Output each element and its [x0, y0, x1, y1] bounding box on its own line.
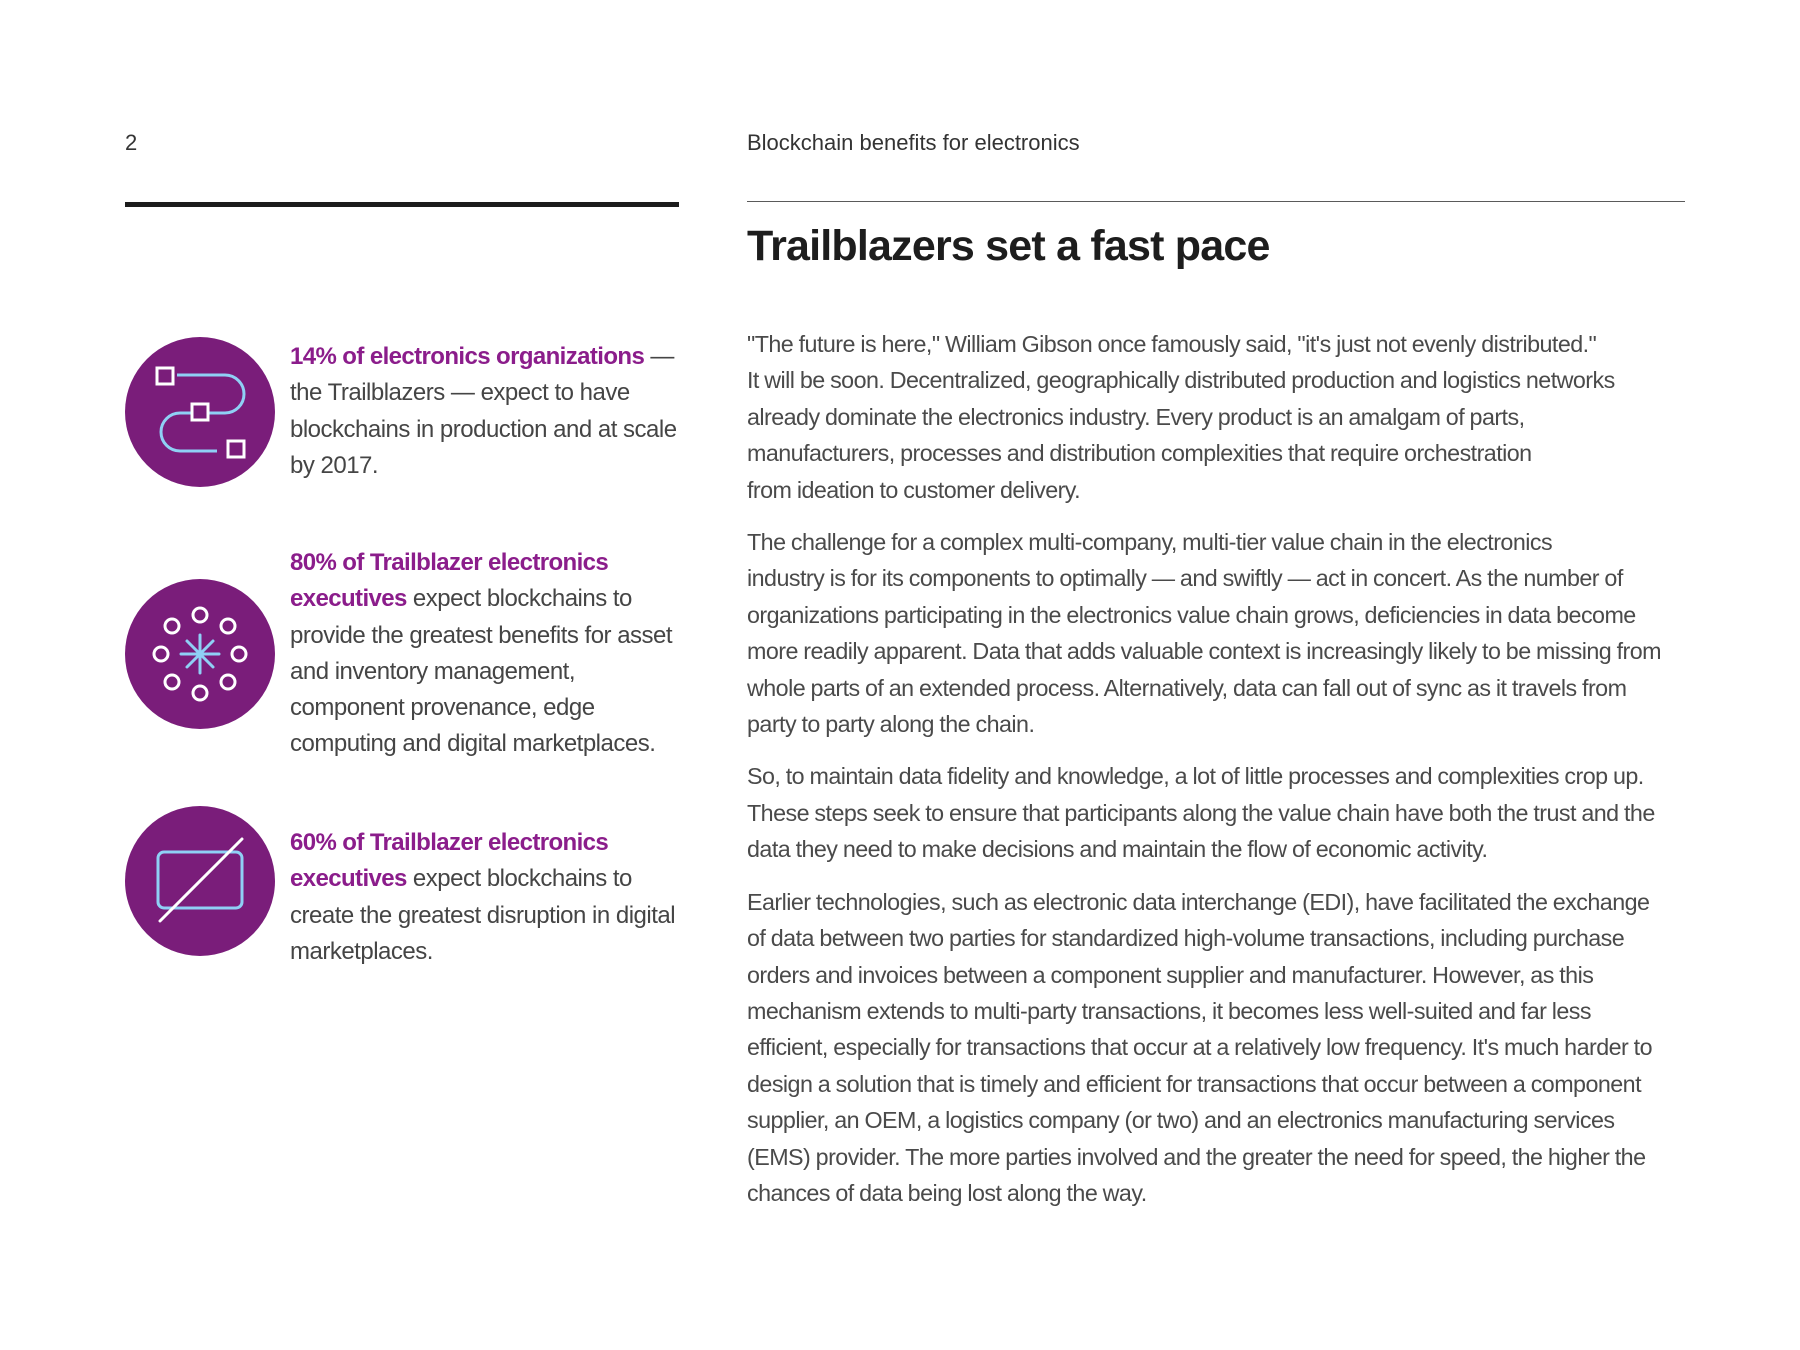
stat-text-3 [290, 825, 695, 970]
body-line: organizations participating in the electronics value chain grows, deficiencies in data become [747, 601, 1636, 628]
body-line: more readily apparent. Data that adds valuable context is increasingly likely to be missing from [747, 638, 1661, 665]
body-text [747, 326, 1689, 1227]
paragraph-1 [747, 326, 1689, 508]
body-line: So, to maintain data fidelity and knowledge, a lot of little processes and complexities crop up. [747, 763, 1644, 790]
body-line: whole parts of an extended process. Alternatively, data can fall out of sync as it travels from [747, 674, 1627, 701]
stat-text-2 [290, 545, 695, 763]
body-line: chances of data being lost along the way. [747, 1179, 1147, 1206]
page-number: 2 [125, 130, 138, 155]
body-line: data they need to make decisions and maintain the flow of economic activity. [747, 836, 1488, 863]
body-line: from ideation to customer delivery. [747, 476, 1081, 503]
page-title: Trailblazers set a fast pace [747, 222, 1270, 270]
body-line: industry is for its components to optimally — and swiftly — act in concert. As the number of [747, 565, 1623, 592]
body-line: of data between two parties for standardized high-volume transactions, including purchase [747, 925, 1625, 952]
stat-highlight-2: 80% of Trailblazer electronics executives [290, 549, 609, 613]
body-line: already dominate the electronics industry. Every product is an amalgam of parts, [747, 403, 1525, 430]
body-line: orders and invoices between a component supplier and manufacturer. However, as this [747, 961, 1594, 988]
disrupted-screen-icon [125, 806, 275, 956]
body-line: "The future is here," William Gibson once famously said, "it's just not evenly distributed." [747, 331, 1597, 357]
stat-highlight-1: 14% of electronics organizations [290, 343, 645, 370]
stat-highlight-3: 60% of Trailblazer electronics executives [290, 829, 609, 893]
body-line: These steps seek to ensure that participants along the value chain have both the trust and the [747, 799, 1655, 826]
body-line: supplier, an OEM, a logistics company (or two) and an electronics manufacturing services [747, 1107, 1615, 1134]
stat-body-2: expect blockchains to provide the greatest benefits for asset and inventory management, component provenance, edge computing and digital marketplaces. [290, 585, 673, 758]
path-nodes-icon [125, 337, 275, 487]
body-line: It will be soon. Decentralized, geographically distributed production and logistics networks [747, 367, 1615, 394]
running-header: Blockchain benefits for electronics [747, 130, 1080, 155]
body-line: party to party along the chain. [747, 711, 1035, 738]
paragraph-3 [747, 758, 1689, 867]
stat-body-3: expect blockchains to create the greatest disruption in digital marketplaces. [290, 865, 676, 965]
main-divider [747, 201, 1685, 202]
body-line: The challenge for a complex multi-company, multi-tier value chain in the electronics [747, 529, 1553, 556]
paragraph-2 [747, 524, 1689, 742]
network-burst-icon [125, 579, 275, 729]
body-line: efficient, especially for transactions that occur at a relatively low frequency. It's much harder to [747, 1034, 1652, 1061]
stat-text-1 [290, 339, 695, 484]
paragraph-4 [747, 884, 1689, 1212]
body-line: Earlier technologies, such as electronic data interchange (EDI), have facilitated the exchange [747, 888, 1650, 915]
body-line: manufacturers, processes and distribution complexities that require orchestration [747, 440, 1532, 467]
body-line: mechanism extends to multi-party transactions, it becomes less well-suited and far less [747, 997, 1591, 1024]
body-line: (EMS) provider. The more parties involved and the greater the need for speed, the higher the [747, 1143, 1646, 1170]
stat-body-1: — the Trailblazers — expect to have blockchains in production and at scale by 2017. [290, 343, 677, 479]
sidebar-divider [125, 202, 679, 207]
body-line: design a solution that is timely and efficient for transactions that occur between a component [747, 1070, 1642, 1097]
